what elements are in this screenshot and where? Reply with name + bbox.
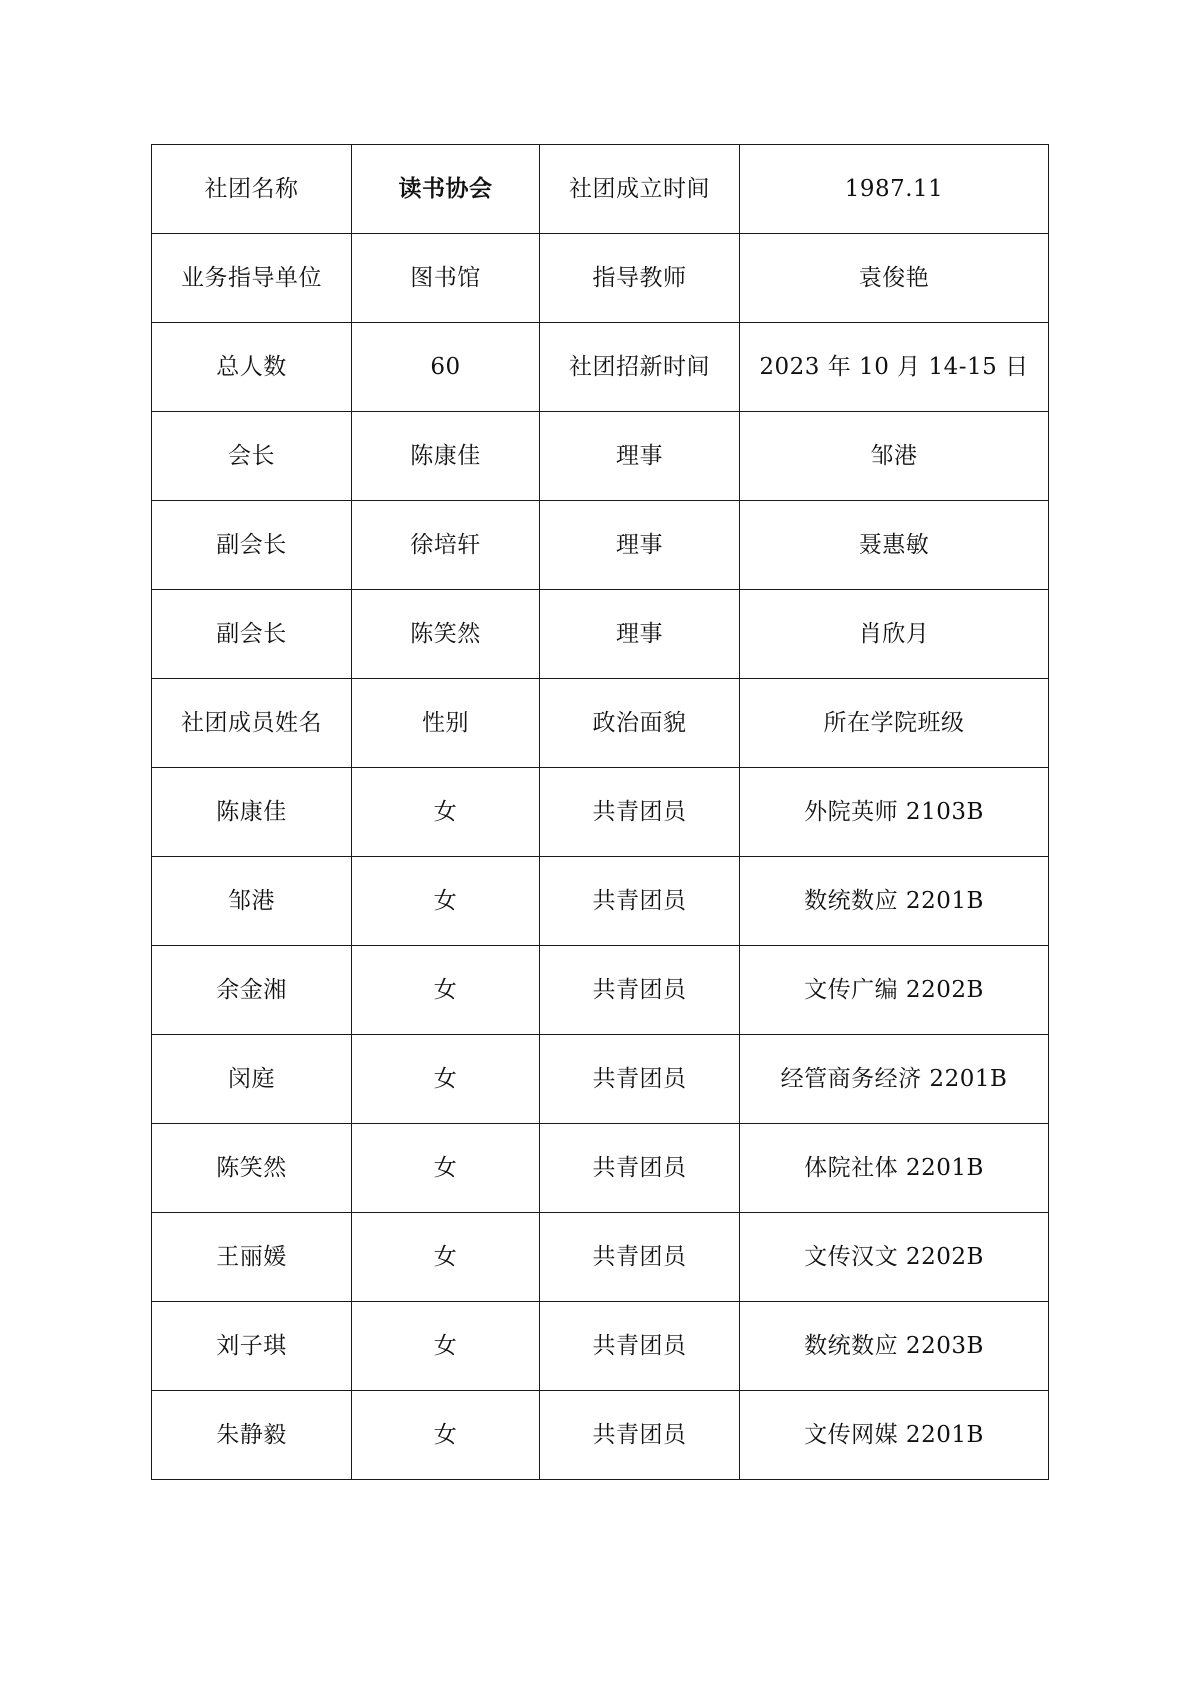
member-college-class: 体院社体 2201B (740, 1124, 1049, 1213)
member-name: 余金湘 (152, 946, 352, 1035)
label-director: 理事 (540, 501, 740, 590)
member-gender: 女 (352, 768, 540, 857)
info-row (152, 412, 1049, 501)
label-total-members: 总人数 (152, 323, 352, 412)
label-club-name: 社团名称 (152, 145, 352, 234)
member-college-class: 经管商务经济 2201B (740, 1035, 1049, 1124)
member-political-status: 共青团员 (540, 768, 740, 857)
member-college-class: 文传网媒 2201B (740, 1391, 1049, 1480)
member-name: 闵庭 (152, 1035, 352, 1124)
member-gender: 女 (352, 946, 540, 1035)
label-vice-president: 副会长 (152, 590, 352, 679)
value-president: 陈康佳 (352, 412, 540, 501)
member-gender: 女 (352, 1035, 540, 1124)
member-gender: 女 (352, 1391, 540, 1480)
member-college-class: 数统数应 2201B (740, 857, 1049, 946)
value-director: 邹港 (740, 412, 1049, 501)
member-gender: 女 (352, 1302, 540, 1391)
info-row (152, 501, 1049, 590)
member-college-class: 文传汉文 2202B (740, 1213, 1049, 1302)
member-political-status: 共青团员 (540, 1213, 740, 1302)
member-name: 王丽媛 (152, 1213, 352, 1302)
label-supervising-unit: 业务指导单位 (152, 234, 352, 323)
member-name: 刘子琪 (152, 1302, 352, 1391)
info-row (152, 323, 1049, 412)
member-political-status: 共青团员 (540, 1302, 740, 1391)
member-header-row (152, 679, 1049, 768)
club-info-table (151, 144, 1049, 1480)
value-vice-president: 陈笑然 (352, 590, 540, 679)
member-gender: 女 (352, 857, 540, 946)
label-recruit-time: 社团招新时间 (540, 323, 740, 412)
header-political-status: 政治面貌 (540, 679, 740, 768)
label-president: 会长 (152, 412, 352, 501)
member-row (152, 1302, 1049, 1391)
header-gender: 性别 (352, 679, 540, 768)
header-member-name: 社团成员姓名 (152, 679, 352, 768)
member-political-status: 共青团员 (540, 1391, 740, 1480)
member-political-status: 共青团员 (540, 946, 740, 1035)
member-name: 朱静毅 (152, 1391, 352, 1480)
header-college-class: 所在学院班级 (740, 679, 1049, 768)
member-political-status: 共青团员 (540, 1124, 740, 1213)
value-advisor: 袁俊艳 (740, 234, 1049, 323)
member-political-status: 共青团员 (540, 857, 740, 946)
label-director: 理事 (540, 412, 740, 501)
value-founded-time: 1987.11 (740, 145, 1049, 234)
member-political-status: 共青团员 (540, 1035, 740, 1124)
member-name: 陈笑然 (152, 1124, 352, 1213)
member-gender: 女 (352, 1213, 540, 1302)
member-name: 邹港 (152, 857, 352, 946)
value-total-members: 60 (352, 323, 540, 412)
label-director: 理事 (540, 590, 740, 679)
member-name: 陈康佳 (152, 768, 352, 857)
info-row (152, 234, 1049, 323)
member-college-class: 外院英师 2103B (740, 768, 1049, 857)
value-club-name: 读书协会 (352, 145, 540, 234)
member-row (152, 1391, 1049, 1480)
label-founded-time: 社团成立时间 (540, 145, 740, 234)
member-row (152, 1124, 1049, 1213)
label-vice-president: 副会长 (152, 501, 352, 590)
info-row (152, 590, 1049, 679)
value-supervising-unit: 图书馆 (352, 234, 540, 323)
value-vice-president: 徐培轩 (352, 501, 540, 590)
value-recruit-time: 2023 年 10 月 14-15 日 (740, 323, 1049, 412)
member-college-class: 文传广编 2202B (740, 946, 1049, 1035)
member-row (152, 946, 1049, 1035)
value-director: 聂惠敏 (740, 501, 1049, 590)
member-row (152, 857, 1049, 946)
info-row (152, 145, 1049, 234)
member-row (152, 1035, 1049, 1124)
label-advisor: 指导教师 (540, 234, 740, 323)
member-row (152, 1213, 1049, 1302)
member-college-class: 数统数应 2203B (740, 1302, 1049, 1391)
member-gender: 女 (352, 1124, 540, 1213)
member-row (152, 768, 1049, 857)
value-director: 肖欣月 (740, 590, 1049, 679)
